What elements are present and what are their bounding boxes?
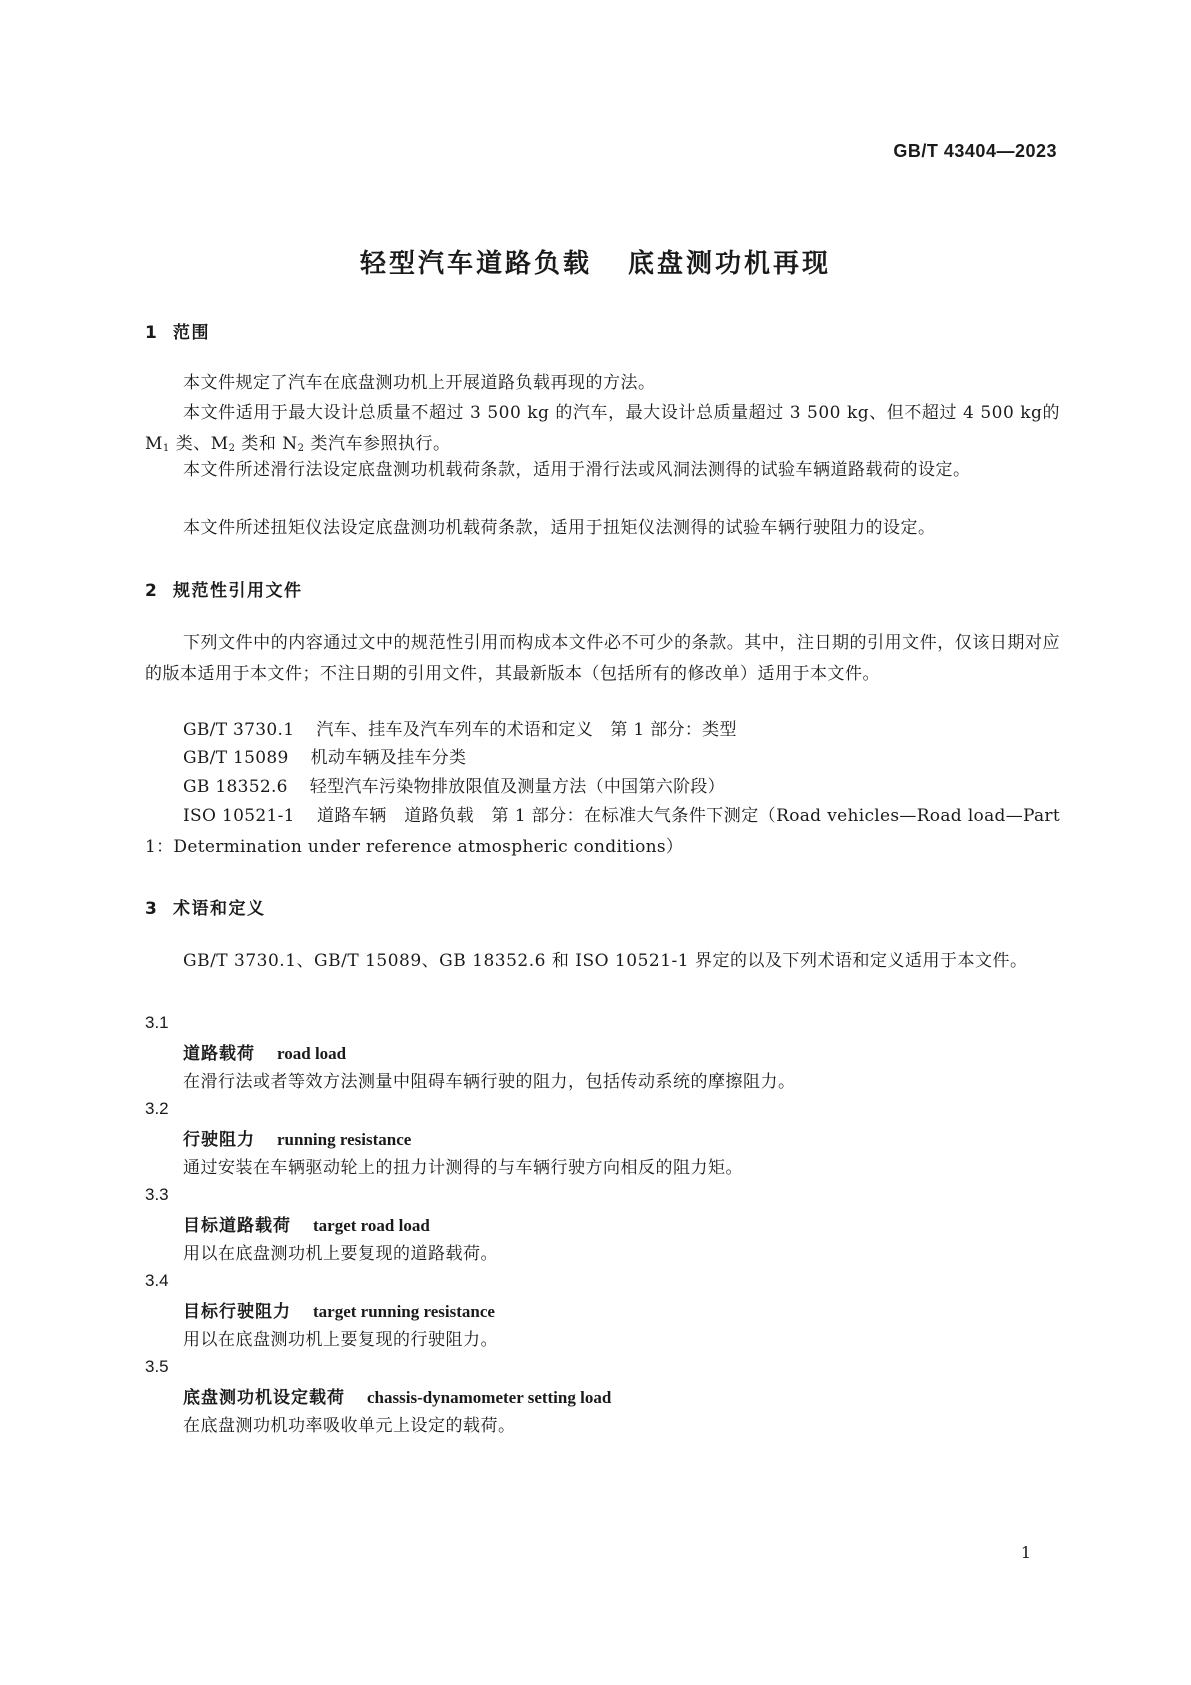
term-number: 3.5 <box>145 1357 169 1376</box>
section-title: 规范性引用文件 <box>173 581 303 601</box>
section-title: 范围 <box>173 323 210 343</box>
standard-number: GB/T 43404—2023 <box>893 141 1057 161</box>
term-number: 3.2 <box>145 1099 169 1118</box>
section-number: 3 <box>145 899 157 919</box>
term-definition: 在滑行法或者等效方法测量中阻碍车辆行驶的阻力，包括传动系统的摩擦阻力。 <box>183 1072 796 1092</box>
paragraph: 本文件规定了汽车在底盘测功机上开展道路负载再现的方法。 <box>183 373 656 393</box>
term-definition: 用以在底盘测功机上要复现的行驶阻力。 <box>183 1330 498 1350</box>
term-title: 底盘测功机设定载荷 chassis-dynamometer setting load <box>183 1388 612 1408</box>
term-title: 目标行驶阻力 target running resistance <box>183 1302 495 1322</box>
page-number: 1 <box>1020 1543 1031 1562</box>
section-3-heading <box>145 894 266 919</box>
section-title: 术语和定义 <box>173 899 266 919</box>
term-title: 道路载荷 road load <box>183 1044 347 1064</box>
paragraph: 本文件所述扭矩仪法设定底盘测功机载荷条款，适用于扭矩仪法测得的试验车辆行驶阻力的设定。 <box>183 518 936 538</box>
reference-item: GB/T 15089 机动车辆及挂车分类 <box>183 748 467 768</box>
term-definition: 在底盘测功机功率吸收单元上设定的载荷。 <box>183 1416 516 1436</box>
term-number: 3.4 <box>145 1271 169 1290</box>
term-number: 3.3 <box>145 1185 169 1204</box>
reference-item: GB/T 3730.1 汽车、挂车及汽车列车的术语和定义 第 1 部分：类型 <box>183 720 737 740</box>
term-title: 行驶阻力 running resistance <box>183 1130 412 1150</box>
paragraph: GB/T 3730.1、GB/T 15089、GB 18352.6 和 ISO 10521-1 界定的以及下列术语和定义适用于本文件。 <box>183 951 1028 971</box>
section-2-heading <box>145 576 303 601</box>
term-number: 3.1 <box>145 1013 169 1032</box>
section-1-heading <box>145 318 210 343</box>
section-number: 1 <box>145 323 157 343</box>
reference-item: GB 18352.6 轻型汽车污染物排放限值及测量方法（中国第六阶段） <box>183 777 725 797</box>
section-number: 2 <box>145 581 157 601</box>
term-definition: 用以在底盘测功机上要复现的道路载荷。 <box>183 1244 498 1264</box>
paragraph: 本文件适用于最大设计总质量不超过 3 500 kg 的汽车，最大设计总质量超过 3 500 kg、但不超过 4 500 kg的 $M_1$ 类、$M_2$ 类和 $N_2$ 类汽车参照执行。 <box>145 403 1060 454</box>
paragraph: 本文件所述滑行法设定底盘测功机载荷条款，适用于滑行法或风洞法测得的试验车辆道路载荷的设定。 <box>183 460 971 480</box>
paragraph: 下列文件中的内容通过文中的规范性引用而构成本文件必不可少的条款。其中，注日期的引用文件，仅该日期对应的版本适用于本文件；不注日期的引用文件，其最新版本（包括所有的修改单）适用于本文件。 <box>145 633 1060 684</box>
term-definition: 通过安装在车辆驱动轮上的扭力计测得的与车辆行驶方向相反的阻力矩。 <box>183 1158 743 1178</box>
reference-item: ISO 10521-1 道路车辆 道路负载 第 1 部分：在标准大气条件下测定（Road vehicles—Road load—Part 1：Determination under reference atmospheric conditions） <box>145 806 1060 857</box>
term-title: 目标道路载荷 target road load <box>183 1216 430 1236</box>
document-title: 轻型汽车道路负载 底盘测功机再现 <box>359 249 832 279</box>
